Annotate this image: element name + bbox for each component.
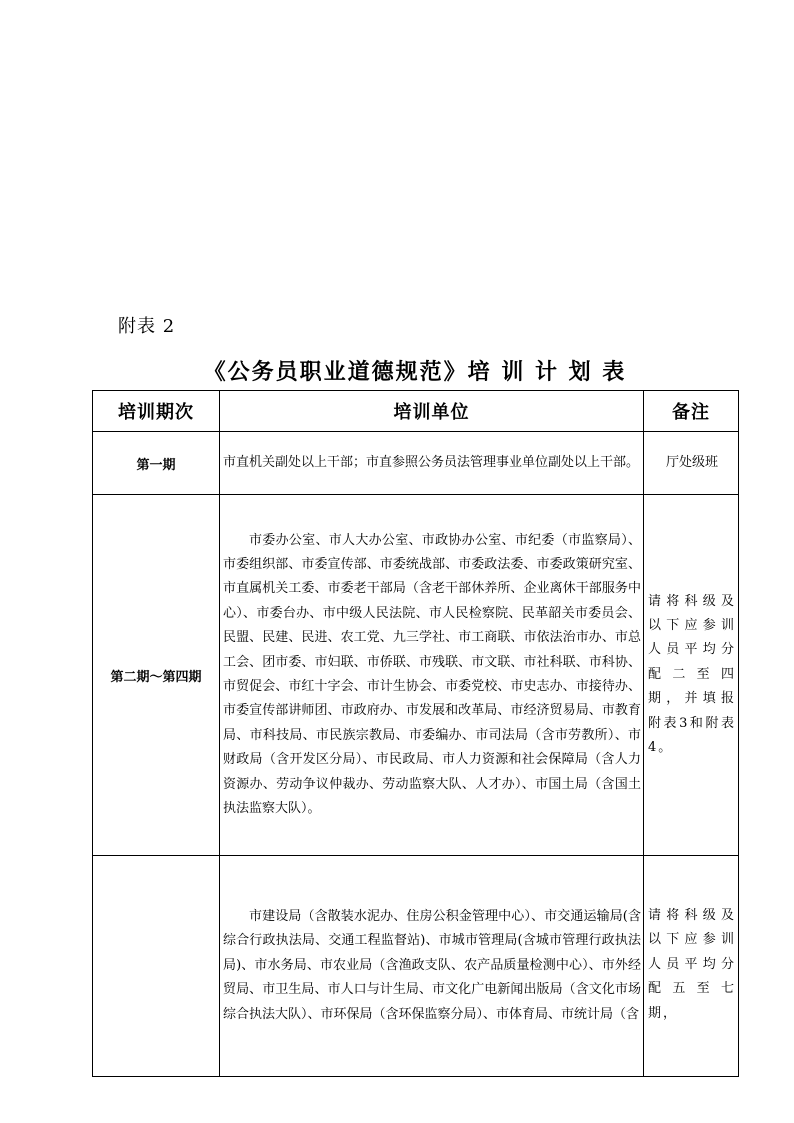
header-note: 备注 <box>644 391 739 432</box>
period-cell: 第二期～第四期 <box>93 495 220 856</box>
units-cell: 市委办公室、市人大办公室、市政协办公室、市纪委（市监察局）、市委组织部、市委宣传部、市委统战部、市委政法委、市委政策研究室、市直属机关工委、市委老干部局（含老干部休养所、企业离休干部服务中心）、市委台办、市中级人民法院、市人民检察院、民革韶关市委员会、民盟、民建、民进、农工党、九三学社、市工商联、市依法治市办、市总工会、团市委、市妇联、市侨联、市残联、市文联、市社科联、市科协、市贸促会、市红十字会、市计生协会、市委党校、市史志办、市接待办、市委宣传部讲师团、市政府办、市发展和改革局、市经济贸易局、市教育局、市科技局、市民族宗教局、市委编办、市司法局（含市劳教所）、市财政局（含开发区分局）、市民政局、市人力资源和社会保障局（含人力资源办、劳动争议仲裁办、劳动监察大队、人才办）、市国土局（含国土执法监察大队）。 <box>220 495 644 856</box>
header-period: 培训期次 <box>93 391 220 432</box>
note-cell: 厅处级班 <box>644 432 739 495</box>
header-units: 培训单位 <box>220 391 644 432</box>
period-cell: 第一期 <box>93 432 220 495</box>
page-title: 《公务员职业道德规范》培 训 计 划 表 <box>203 359 627 385</box>
table-row <box>93 495 739 856</box>
table-header-row <box>93 391 739 432</box>
training-plan-table <box>92 390 739 1077</box>
units-cell: 市直机关副处以上干部；市直参照公务员法管理事业单位副处以上干部。 <box>220 432 644 495</box>
attachment-label: 附表 2 <box>118 316 176 337</box>
units-cell: 市建设局（含散装水泥办、住房公积金管理中心）、市交通运输局(含综合行政执法局、交通工程监督站)、市城市管理局(含城市管理行政执法局)、市水务局、市农业局（含渔政支队、农产品质量检测中心）、市外经贸局、市卫生局、市人口与计生局、市文化广电新闻出版局（含文化市场综合执法大队）、市环保局（含环保监察分局）、市体育局、市统计局（含 <box>220 856 644 1077</box>
table-row <box>93 856 739 1077</box>
note-cell: 请将科级及以下应参训人员平均分配五至七期， <box>644 856 739 1077</box>
note-cell: 请将科级及以下应参训人员平均分配二至四期，并填报附表3和附表4。 <box>644 495 739 856</box>
period-cell <box>93 856 220 1077</box>
table-row <box>93 432 739 495</box>
